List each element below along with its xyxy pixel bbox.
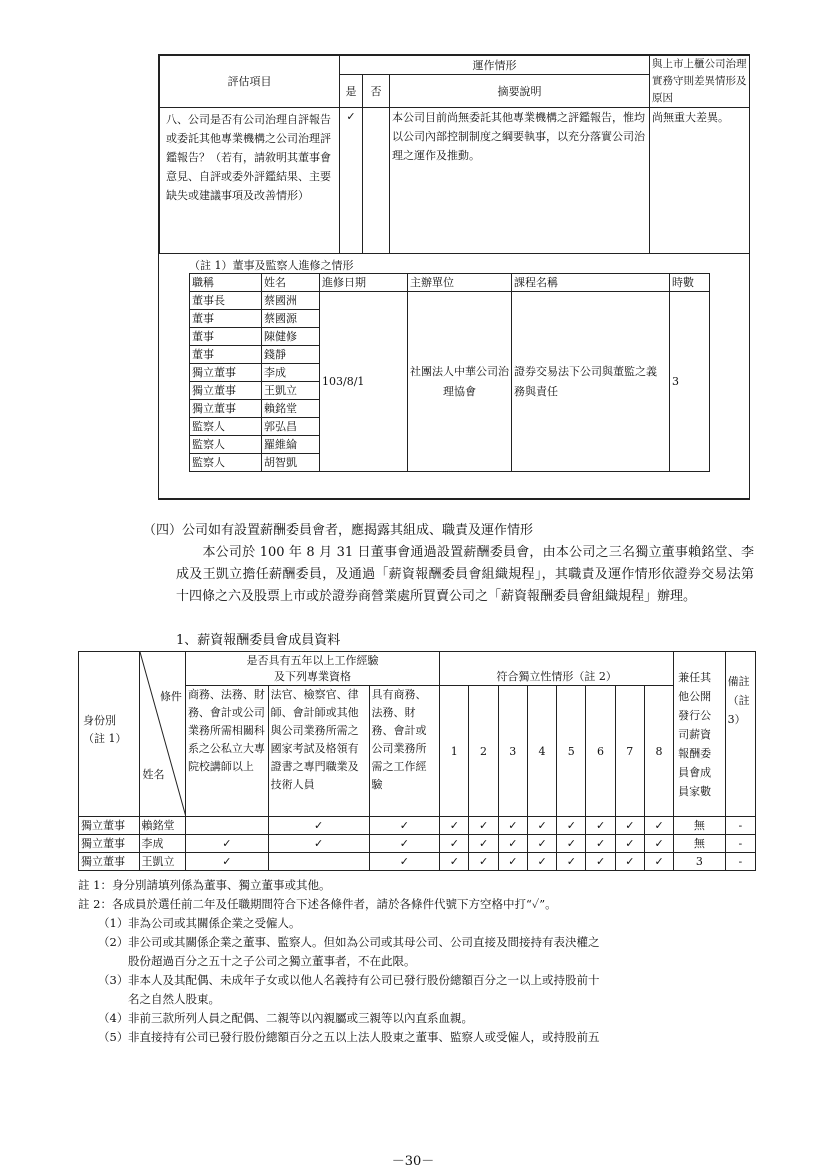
training-header-course: 課程名稱	[512, 274, 670, 292]
header-exp-academic: 商務、法務、財務、會計或公司業務所需相關科系之公私立大專院校講師以上	[185, 686, 268, 817]
member-name: 王凱立	[139, 853, 185, 871]
header-experience: 是否具有五年以上工作經驗 及下列專業資格	[185, 652, 439, 686]
eval-row-summary: 本公司目前尚無委託其他專業機構之評鑑報告，惟均以公司內部控制制度之綱要執事，以充分落實公司治理之運作及推動。	[390, 108, 650, 254]
header-difference: 與上市上櫃公司治理實務守則差異情形及原因	[650, 56, 750, 108]
page-number: －30－	[391, 1154, 435, 1169]
training-row-name: 蔡國洲	[262, 292, 320, 310]
header-other-companies: 兼任其他公開發行公司薪資報酬委員會成員家數	[674, 652, 725, 817]
member-identity: 獨立董事	[79, 817, 140, 835]
section-heading: （四）公司如有設置薪酬委員會者，應揭露其組成、職責及運作情形	[143, 523, 534, 538]
member-indep-8: ✓	[644, 853, 673, 871]
member-other-count: 3	[674, 853, 725, 871]
training-header-title: 職稱	[190, 274, 262, 292]
note-item	[78, 1028, 758, 1047]
member-exp-work: ✓	[369, 835, 440, 853]
note-item-continuation: 名之自然人股東。	[128, 992, 220, 1006]
note-item	[78, 914, 758, 933]
member-indep-2: ✓	[469, 835, 498, 853]
header-indep-7: 7	[615, 686, 644, 817]
note-item-number: （2）	[98, 935, 129, 949]
member-exp-license: ✓	[268, 817, 369, 835]
member-other-count: 無	[674, 817, 725, 835]
member-indep-3: ✓	[498, 853, 527, 871]
training-row-title: 董事	[190, 328, 262, 346]
member-exp-license: ✓	[268, 835, 369, 853]
member-indep-8: ✓	[644, 817, 673, 835]
committee-members-table	[78, 651, 756, 871]
member-exp-license	[268, 853, 369, 871]
header-indep-2: 2	[469, 686, 498, 817]
note-item	[78, 933, 758, 952]
training-row-title: 獨立董事	[190, 400, 262, 418]
header-indep-5: 5	[557, 686, 586, 817]
member-exp-work: ✓	[369, 817, 440, 835]
header-identity-cell	[79, 652, 140, 817]
member-exp-academic	[185, 817, 268, 835]
header-indep-6: 6	[586, 686, 615, 817]
member-indep-5: ✓	[557, 817, 586, 835]
member-remark: -	[725, 853, 755, 871]
training-row-name: 錢靜	[262, 346, 320, 364]
note-2: 註 2：各成員於選任前二年及任職期間符合下述各條件者，請於各條件代號下方空格中打“✓”。	[78, 897, 557, 911]
subsection-title: 1、薪資報酬委員會成員資料	[176, 633, 341, 648]
header-indep-1: 1	[440, 686, 469, 817]
footnotes	[78, 876, 758, 1047]
header-no: 否	[363, 75, 390, 108]
training-row-name: 王凱立	[262, 382, 320, 400]
note-1: 註 1：身分別請填列係為董事、獨立董事或其他。	[78, 878, 331, 892]
member-remark: -	[725, 817, 755, 835]
member-indep-3: ✓	[498, 835, 527, 853]
training-row-name: 陳健修	[262, 328, 320, 346]
training-row-name: 胡智凱	[262, 454, 320, 472]
note-item-text: 非公司或其關係企業之董事、監察人。但如為公司或其母公司、公司直接及間接持有表決權之	[128, 935, 600, 949]
note-item-text: 非為公司或其關係企業之受僱人。	[128, 916, 301, 930]
header-eval-item: 評估項目	[160, 56, 340, 108]
training-row-title: 獨立董事	[190, 382, 262, 400]
training-row-title: 監察人	[190, 418, 262, 436]
training-note-block	[189, 259, 709, 472]
governance-evaluation-table	[159, 55, 750, 254]
header-summary: 摘要說明	[390, 75, 650, 108]
member-indep-4: ✓	[527, 853, 556, 871]
header-remark: 備註（註 3）	[725, 652, 755, 817]
section-body: 本公司於 100 年 8 月 31 日董事會通過設置薪酬委員會，由本公司之三名獨立董事賴銘堂、李成及王凱立擔任薪酬委員，及通過「薪資報酬委員會組織規程」，其職責及運作情形依證券交易法第十四條之六及股票上市或於證券商營業處所買賣公司之「薪資報酬委員會組織規程」辦理。	[176, 545, 754, 604]
training-header-organizer: 主辦單位	[408, 274, 512, 292]
note-item	[78, 971, 758, 990]
table-row	[79, 835, 756, 853]
member-indep-8: ✓	[644, 835, 673, 853]
eval-row-difference: 尚無重大差異。	[650, 108, 750, 254]
training-row-name: 賴銘堂	[262, 400, 320, 418]
header-operation: 運作情形	[340, 56, 650, 75]
note-item-number: （1）	[98, 916, 129, 930]
header-exp-work: 具有商務、法務、財務、會計或公司業務所需之工作經驗	[369, 686, 440, 817]
header-condition: 條件	[159, 690, 182, 703]
eval-row-item: 八、公司是否有公司治理自評報告或委託其他專業機構之公司治理評鑑報告？（若有，請敘明其董事會意見、自評或委外評鑑結果、主要缺失或建議事項及改善情形）	[160, 108, 340, 254]
training-header-name: 姓名	[262, 274, 320, 292]
header-name: 姓名	[142, 768, 165, 781]
note-item-text: 非本人及其配偶、未成年子女或以他人名義持有公司已發行股份總額百分之一以上或持股前十	[128, 973, 600, 987]
diagonal-line	[140, 652, 186, 817]
note-item-number: （5）	[98, 1030, 129, 1044]
training-row-title: 監察人	[190, 454, 262, 472]
member-identity: 獨立董事	[79, 853, 140, 871]
member-exp-academic: ✓	[185, 853, 268, 871]
member-indep-6: ✓	[586, 835, 615, 853]
eval-row-yes: ✓	[340, 108, 363, 254]
member-indep-5: ✓	[557, 835, 586, 853]
member-indep-5: ✓	[557, 853, 586, 871]
training-hours: 3	[670, 292, 710, 472]
member-remark: -	[725, 835, 755, 853]
member-indep-4: ✓	[527, 817, 556, 835]
header-yes: 是	[340, 75, 363, 108]
governance-evaluation-frame	[158, 54, 750, 500]
header-indep-3: 3	[498, 686, 527, 817]
member-indep-2: ✓	[469, 817, 498, 835]
member-indep-4: ✓	[527, 835, 556, 853]
training-row-title: 董事長	[190, 292, 262, 310]
training-header-date: 進修日期	[320, 274, 408, 292]
member-indep-6: ✓	[586, 853, 615, 871]
header-exp-license: 法官、檢察官、律師、會計師或其他與公司業務所需之國家考試及格領有證書之專門職業及技術人員	[268, 686, 369, 817]
training-row-title: 監察人	[190, 436, 262, 454]
eval-row-no	[363, 108, 390, 254]
training-row-name: 郭弘昌	[262, 418, 320, 436]
training-course: 證券交易法下公司與董監之義務與責任	[512, 292, 670, 472]
header-identity: 身份別 （註 1）	[83, 714, 127, 745]
header-indep-4: 4	[527, 686, 556, 817]
training-row-title: 董事	[190, 346, 262, 364]
member-identity: 獨立董事	[79, 835, 140, 853]
training-row-title: 董事	[190, 310, 262, 328]
member-indep-1: ✓	[440, 835, 469, 853]
note-item-text: 非前三款所列人員之配偶、二親等以內親屬或三親等以內直系血親。	[128, 1011, 473, 1025]
member-indep-1: ✓	[440, 853, 469, 871]
member-indep-6: ✓	[586, 817, 615, 835]
training-date: 103/8/1	[320, 292, 408, 472]
training-row-name: 李成	[262, 364, 320, 382]
member-indep-7: ✓	[615, 835, 644, 853]
member-indep-2: ✓	[469, 853, 498, 871]
header-diagonal-cell	[139, 652, 185, 817]
member-exp-academic: ✓	[185, 835, 268, 853]
training-organizer: 社團法人中華公司治理協會	[408, 292, 512, 472]
member-indep-7: ✓	[615, 817, 644, 835]
note-item-continuation: 股份超過百分之五十之子公司之獨立董事者，不在此限。	[128, 954, 416, 968]
note-item-number: （3）	[98, 973, 129, 987]
training-row-title: 獨立董事	[190, 364, 262, 382]
header-independence: 符合獨立性情形（註 2）	[440, 652, 674, 686]
member-other-count: 無	[674, 835, 725, 853]
table-row	[79, 853, 756, 871]
member-indep-1: ✓	[440, 817, 469, 835]
member-name: 賴銘堂	[139, 817, 185, 835]
training-row-name: 蔡國源	[262, 310, 320, 328]
training-header-hours: 時數	[670, 274, 710, 292]
header-indep-8: 8	[644, 686, 673, 817]
note-item-number: （4）	[98, 1011, 129, 1025]
member-indep-3: ✓	[498, 817, 527, 835]
member-exp-work: ✓	[369, 853, 440, 871]
training-note-title: （註 1）董事及監察人進修之情形	[189, 259, 354, 272]
training-row-name: 羅維綸	[262, 436, 320, 454]
note-item	[78, 1009, 758, 1028]
training-table	[189, 273, 710, 472]
member-indep-7: ✓	[615, 853, 644, 871]
table-row	[79, 817, 756, 835]
member-name: 李成	[139, 835, 185, 853]
note-item-text: 非直接持有公司已發行股份總額百分之五以上法人股東之董事、監察人或受僱人，或持股前五	[128, 1030, 600, 1044]
